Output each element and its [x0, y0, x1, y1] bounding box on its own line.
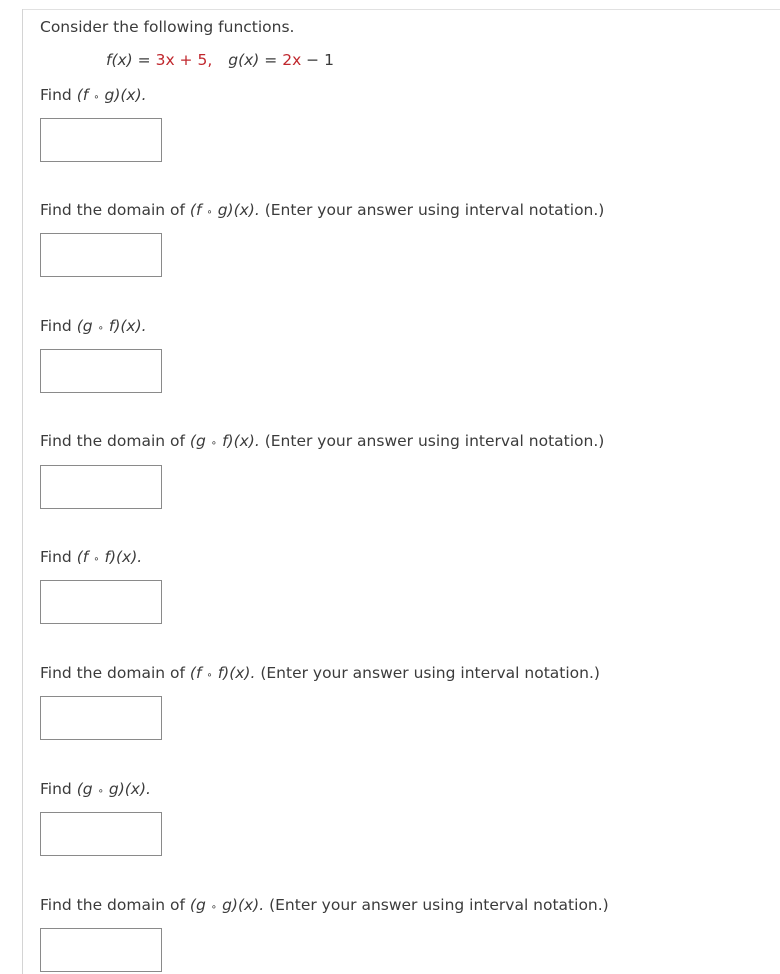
composition-left: (g: [189, 896, 206, 914]
question-6-prompt: [40, 664, 600, 682]
composition-right: g)(x).: [217, 201, 260, 219]
question-1-prompt: [40, 86, 147, 104]
composition-operator: ∘: [210, 902, 218, 913]
g-definition-rhs-const: − 1: [301, 51, 334, 69]
prompt-suffix: (Enter your answer using interval notation.): [260, 664, 600, 682]
composition-operator: ∘: [206, 207, 213, 218]
composition-right: f)(x).: [217, 664, 256, 682]
composition-right: g)(x).: [222, 896, 265, 914]
prompt-prefix: Find: [40, 548, 72, 566]
prompt-prefix: Find: [40, 86, 72, 104]
composition-operator: ∘: [97, 323, 104, 334]
g-definition-lhs: g(x) =: [228, 51, 283, 69]
answer-input-domain-gof[interactable]: [40, 465, 162, 509]
composition-left: (f: [76, 86, 89, 104]
composition-operator: ∘: [93, 554, 100, 565]
prompt-prefix: Find: [40, 780, 72, 798]
f-definition-lhs: f(x) =: [106, 51, 156, 69]
prompt-suffix: (Enter your answer using interval notation.): [264, 432, 605, 450]
composition-left: (f: [189, 201, 202, 219]
composition-left: (g: [189, 432, 206, 450]
g-definition-rhs-coef: 2x: [282, 51, 302, 69]
composition-operator: ∘: [206, 670, 213, 681]
composition-right: f)(x).: [104, 548, 143, 566]
composition-left: (f: [189, 664, 202, 682]
prompt-suffix: (Enter your answer using interval notation.): [264, 201, 605, 219]
answer-input-fog[interactable]: [40, 118, 162, 162]
question-4-prompt: [40, 432, 604, 450]
answer-input-gog[interactable]: [40, 812, 162, 856]
question-5-prompt: [40, 548, 142, 566]
f-definition-rhs: 3x + 5,: [155, 51, 213, 69]
answer-input-domain-fof[interactable]: [40, 696, 162, 740]
question-8-prompt: [40, 896, 609, 914]
answer-input-gof[interactable]: [40, 349, 162, 393]
question-7-prompt: [40, 780, 151, 798]
function-definitions: [106, 51, 334, 69]
composition-right: f)(x).: [222, 432, 260, 450]
answer-input-domain-fog[interactable]: [40, 233, 162, 277]
composition-left: (g: [76, 780, 93, 798]
intro-text: Consider the following functions.: [40, 18, 295, 36]
prompt-suffix: (Enter your answer using interval notation.): [269, 896, 609, 914]
prompt-prefix: Find the domain of: [40, 432, 185, 450]
composition-left: (f: [76, 548, 89, 566]
prompt-prefix: Find the domain of: [40, 896, 185, 914]
composition-right: g)(x).: [108, 780, 151, 798]
prompt-prefix: Find the domain of: [40, 201, 185, 219]
composition-right: g)(x).: [104, 86, 147, 104]
answer-input-domain-gog[interactable]: [40, 928, 162, 972]
composition-operator: ∘: [210, 438, 218, 449]
composition-operator: ∘: [93, 92, 100, 103]
composition-left: (g: [76, 317, 93, 335]
top-divider: [22, 9, 780, 10]
question-2-prompt: [40, 201, 604, 219]
answer-input-fof[interactable]: [40, 580, 162, 624]
question-3-prompt: [40, 317, 147, 335]
prompt-prefix: Find the domain of: [40, 664, 185, 682]
composition-operator: ∘: [97, 786, 104, 797]
composition-right: f)(x).: [108, 317, 147, 335]
prompt-prefix: Find: [40, 317, 72, 335]
left-margin-rule: [22, 9, 23, 974]
